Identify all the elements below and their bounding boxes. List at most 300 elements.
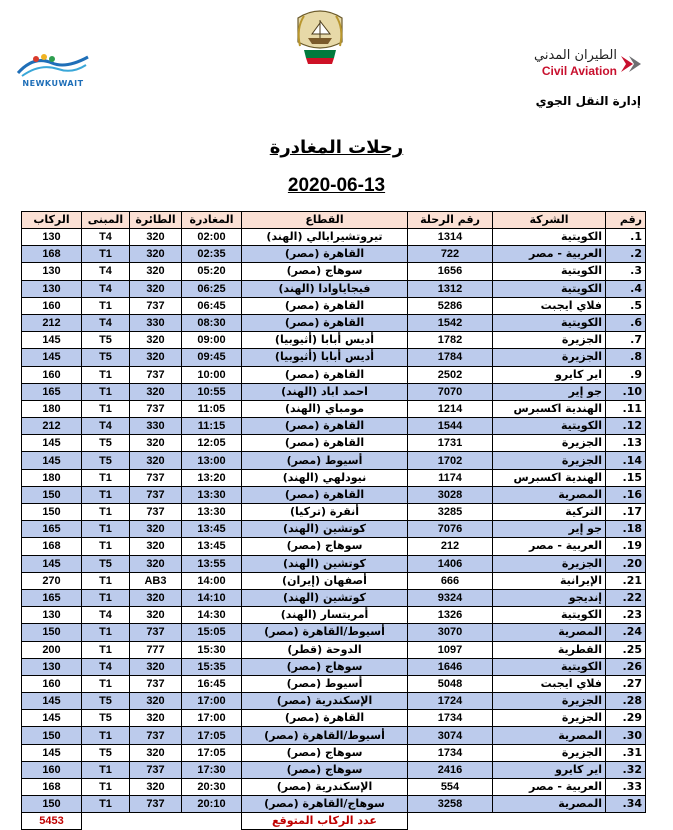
departure-time-cell: 15:30 bbox=[182, 641, 242, 658]
passengers-cell: 150 bbox=[22, 796, 82, 813]
terminal-cell: T1 bbox=[82, 796, 130, 813]
route-cell: كوتشين (الهند) bbox=[242, 555, 408, 572]
terminal-cell: T1 bbox=[82, 779, 130, 796]
passengers-cell: 145 bbox=[22, 349, 82, 366]
flight-number-cell: 1314 bbox=[408, 229, 493, 246]
aircraft-cell: 320 bbox=[130, 229, 182, 246]
flight-num-cell: 4. bbox=[606, 280, 646, 297]
terminal-cell: T1 bbox=[82, 297, 130, 314]
departure-time-cell: 13:00 bbox=[182, 452, 242, 469]
carrier-cell: التركية bbox=[493, 504, 606, 521]
passengers-cell: 145 bbox=[22, 435, 82, 452]
carrier-cell: الكويتية bbox=[493, 658, 606, 675]
terminal-cell: T5 bbox=[82, 555, 130, 572]
passengers-cell: 180 bbox=[22, 400, 82, 417]
aircraft-cell: 737 bbox=[130, 400, 182, 417]
route-cell: أسيوط/القاهرة (مصر) bbox=[242, 624, 408, 641]
route-cell: أنقرة (تركيا) bbox=[242, 504, 408, 521]
civil-aviation-logo bbox=[533, 48, 643, 88]
total-passengers-value: 5453 bbox=[22, 813, 82, 830]
terminal-cell: T4 bbox=[82, 418, 130, 435]
terminal-cell: T1 bbox=[82, 246, 130, 263]
table-row bbox=[22, 435, 646, 452]
terminal-cell: T5 bbox=[82, 349, 130, 366]
table-row bbox=[22, 366, 646, 383]
aircraft-cell: 737 bbox=[130, 366, 182, 383]
aircraft-cell: 320 bbox=[130, 521, 182, 538]
passengers-cell: 145 bbox=[22, 332, 82, 349]
flight-number-cell: 9324 bbox=[408, 589, 493, 606]
departure-time-cell: 13:20 bbox=[182, 469, 242, 486]
table-row bbox=[22, 555, 646, 572]
aircraft-cell: 320 bbox=[130, 607, 182, 624]
departures-table-body bbox=[22, 229, 646, 830]
route-cell: الإسكندرية (مصر) bbox=[242, 779, 408, 796]
terminal-cell: T4 bbox=[82, 314, 130, 331]
route-cell: القاهرة (مصر) bbox=[242, 314, 408, 331]
aircraft-cell: 737 bbox=[130, 297, 182, 314]
table-row bbox=[22, 263, 646, 280]
terminal-cell: T1 bbox=[82, 521, 130, 538]
route-cell: سوهاج (مصر) bbox=[242, 658, 408, 675]
departure-time-cell: 13:45 bbox=[182, 538, 242, 555]
terminal-cell: T4 bbox=[82, 658, 130, 675]
terminal-cell: T5 bbox=[82, 452, 130, 469]
table-row bbox=[22, 693, 646, 710]
aircraft-cell: 320 bbox=[130, 538, 182, 555]
flight-num-cell: 34. bbox=[606, 796, 646, 813]
kuwait-emblem-icon bbox=[290, 8, 350, 70]
aircraft-cell: AB3 bbox=[130, 572, 182, 589]
civil-aviation-arrow-icon bbox=[619, 52, 643, 76]
carrier-cell: المصرية bbox=[493, 796, 606, 813]
table-row bbox=[22, 314, 646, 331]
passengers-cell: 145 bbox=[22, 744, 82, 761]
flight-number-cell: 3028 bbox=[408, 486, 493, 503]
table-row bbox=[22, 332, 646, 349]
passengers-cell: 145 bbox=[22, 710, 82, 727]
departure-time-cell: 13:30 bbox=[182, 504, 242, 521]
flight-num-cell: 16. bbox=[606, 486, 646, 503]
table-row bbox=[22, 624, 646, 641]
table-row bbox=[22, 538, 646, 555]
terminal-cell: T1 bbox=[82, 572, 130, 589]
aircraft-cell: 737 bbox=[130, 727, 182, 744]
aircraft-cell: 320 bbox=[130, 349, 182, 366]
flight-number-cell: 1174 bbox=[408, 469, 493, 486]
terminal-cell: T1 bbox=[82, 641, 130, 658]
flight-num-cell: 20. bbox=[606, 555, 646, 572]
flight-number-cell: 2416 bbox=[408, 761, 493, 778]
route-cell: سوهاج (مصر) bbox=[242, 263, 408, 280]
carrier-cell: المصرية bbox=[493, 727, 606, 744]
carrier-cell: جو إير bbox=[493, 521, 606, 538]
departure-time-cell: 17:05 bbox=[182, 744, 242, 761]
departure-time-cell: 12:05 bbox=[182, 435, 242, 452]
carrier-cell: الهندية اكسبرس bbox=[493, 400, 606, 417]
departure-time-cell: 11:15 bbox=[182, 418, 242, 435]
departure-time-cell: 11:05 bbox=[182, 400, 242, 417]
flight-num-cell: 17. bbox=[606, 504, 646, 521]
flight-num-cell: 22. bbox=[606, 589, 646, 606]
total-row bbox=[22, 813, 646, 830]
departure-time-cell: 05:20 bbox=[182, 263, 242, 280]
table-row bbox=[22, 280, 646, 297]
total-passengers-label: عدد الركاب المتوقع bbox=[242, 813, 408, 830]
carrier-cell: الهندية اكسبرس bbox=[493, 469, 606, 486]
route-cell: القاهرة (مصر) bbox=[242, 246, 408, 263]
passengers-cell: 180 bbox=[22, 469, 82, 486]
terminal-cell: T1 bbox=[82, 675, 130, 692]
passengers-cell: 212 bbox=[22, 314, 82, 331]
passengers-cell: 130 bbox=[22, 607, 82, 624]
table-row bbox=[22, 658, 646, 675]
department-name: إدارة النقل الجوي bbox=[535, 94, 641, 108]
aircraft-cell: 737 bbox=[130, 469, 182, 486]
aircraft-cell: 737 bbox=[130, 624, 182, 641]
table-row bbox=[22, 246, 646, 263]
page-title: رحلات المغادرة bbox=[269, 137, 404, 158]
departure-time-cell: 13:30 bbox=[182, 486, 242, 503]
route-cell: فيجاياوادا (الهند) bbox=[242, 280, 408, 297]
aircraft-cell: 737 bbox=[130, 761, 182, 778]
carrier-cell: الكويتية bbox=[493, 314, 606, 331]
passengers-cell: 212 bbox=[22, 418, 82, 435]
table-row bbox=[22, 521, 646, 538]
flight-number-cell: 2502 bbox=[408, 366, 493, 383]
flight-number-cell: 3074 bbox=[408, 727, 493, 744]
table-header-row bbox=[22, 212, 646, 229]
carrier-cell: المصرية bbox=[493, 624, 606, 641]
flight-number-cell: 7076 bbox=[408, 521, 493, 538]
table-row bbox=[22, 641, 646, 658]
passengers-cell: 160 bbox=[22, 366, 82, 383]
flight-num-cell: 6. bbox=[606, 314, 646, 331]
header-flight: رقم الرحلة bbox=[408, 212, 493, 229]
aircraft-cell: 737 bbox=[130, 504, 182, 521]
departure-time-cell: 15:05 bbox=[182, 624, 242, 641]
header-terminal: المبنى bbox=[82, 212, 130, 229]
civil-aviation-english: Civil Aviation bbox=[541, 64, 617, 78]
aircraft-cell: 737 bbox=[130, 675, 182, 692]
route-cell: سوهاج/القاهرة (مصر) bbox=[242, 796, 408, 813]
passengers-cell: 130 bbox=[22, 658, 82, 675]
passengers-cell: 150 bbox=[22, 504, 82, 521]
flight-num-cell: 23. bbox=[606, 607, 646, 624]
route-cell: القاهرة (مصر) bbox=[242, 435, 408, 452]
carrier-cell: الجزيرة bbox=[493, 555, 606, 572]
flight-num-cell: 24. bbox=[606, 624, 646, 641]
route-cell: أسيوط/القاهرة (مصر) bbox=[242, 727, 408, 744]
passengers-cell: 270 bbox=[22, 572, 82, 589]
flight-num-cell: 3. bbox=[606, 263, 646, 280]
departure-time-cell: 20:30 bbox=[182, 779, 242, 796]
flight-number-cell: 1656 bbox=[408, 263, 493, 280]
table-row bbox=[22, 761, 646, 778]
flight-number-cell: 1214 bbox=[408, 400, 493, 417]
carrier-cell: الإيرانية bbox=[493, 572, 606, 589]
departure-time-cell: 15:35 bbox=[182, 658, 242, 675]
route-cell: الدوحة (قطر) bbox=[242, 641, 408, 658]
flight-num-cell: 29. bbox=[606, 710, 646, 727]
route-cell: مومباي (الهند) bbox=[242, 400, 408, 417]
table-row bbox=[22, 504, 646, 521]
flight-num-cell: 8. bbox=[606, 349, 646, 366]
terminal-cell: T5 bbox=[82, 435, 130, 452]
departure-time-cell: 13:45 bbox=[182, 521, 242, 538]
route-cell: أصفهان (إيران) bbox=[242, 572, 408, 589]
departure-time-cell: 14:00 bbox=[182, 572, 242, 589]
header-aircraft: الطائرة bbox=[130, 212, 182, 229]
carrier-cell: الكويتية bbox=[493, 229, 606, 246]
passengers-cell: 168 bbox=[22, 246, 82, 263]
table-row bbox=[22, 383, 646, 400]
flight-num-cell: 14. bbox=[606, 452, 646, 469]
passengers-cell: 145 bbox=[22, 693, 82, 710]
flight-number-cell: 5048 bbox=[408, 675, 493, 692]
new-kuwait-logo bbox=[14, 45, 92, 95]
passengers-cell: 150 bbox=[22, 727, 82, 744]
terminal-cell: T1 bbox=[82, 538, 130, 555]
header-route: القطاع bbox=[242, 212, 408, 229]
route-cell: القاهرة (مصر) bbox=[242, 710, 408, 727]
table-row bbox=[22, 229, 646, 246]
carrier-cell: المصرية bbox=[493, 486, 606, 503]
table-row bbox=[22, 486, 646, 503]
flight-num-cell: 31. bbox=[606, 744, 646, 761]
passengers-cell: 160 bbox=[22, 675, 82, 692]
departure-time-cell: 06:25 bbox=[182, 280, 242, 297]
terminal-cell: T1 bbox=[82, 589, 130, 606]
flight-num-cell: 12. bbox=[606, 418, 646, 435]
flight-number-cell: 722 bbox=[408, 246, 493, 263]
flight-num-cell: 19. bbox=[606, 538, 646, 555]
carrier-cell: الجزيرة bbox=[493, 332, 606, 349]
flight-num-cell: 32. bbox=[606, 761, 646, 778]
terminal-cell: T4 bbox=[82, 280, 130, 297]
aircraft-cell: 777 bbox=[130, 641, 182, 658]
aircraft-cell: 320 bbox=[130, 263, 182, 280]
terminal-cell: T5 bbox=[82, 710, 130, 727]
schedule-date: 2020-06-13 bbox=[287, 175, 386, 196]
table-row bbox=[22, 675, 646, 692]
new-kuwait-brand-text: NEWKUWAIT bbox=[22, 79, 84, 88]
passengers-cell: 168 bbox=[22, 779, 82, 796]
flight-num-cell: 10. bbox=[606, 383, 646, 400]
carrier-cell: اير كايرو bbox=[493, 366, 606, 383]
aircraft-cell: 320 bbox=[130, 246, 182, 263]
departure-time-cell: 17:05 bbox=[182, 727, 242, 744]
passengers-cell: 168 bbox=[22, 538, 82, 555]
terminal-cell: T1 bbox=[82, 504, 130, 521]
flight-num-cell: 7. bbox=[606, 332, 646, 349]
terminal-cell: T1 bbox=[82, 486, 130, 503]
total-row-spacer bbox=[82, 813, 242, 830]
aircraft-cell: 320 bbox=[130, 710, 182, 727]
route-cell: أديس أبابا (أثيوبيا) bbox=[242, 349, 408, 366]
header-time: المغادرة bbox=[182, 212, 242, 229]
passengers-cell: 150 bbox=[22, 624, 82, 641]
departure-time-cell: 06:45 bbox=[182, 297, 242, 314]
route-cell: سوهاج (مصر) bbox=[242, 538, 408, 555]
carrier-cell: الكويتية bbox=[493, 607, 606, 624]
aircraft-cell: 320 bbox=[130, 744, 182, 761]
flight-num-cell: 13. bbox=[606, 435, 646, 452]
carrier-cell: الجزيرة bbox=[493, 349, 606, 366]
carrier-cell: فلاي ايجبت bbox=[493, 675, 606, 692]
passengers-cell: 165 bbox=[22, 589, 82, 606]
flight-number-cell: 1312 bbox=[408, 280, 493, 297]
carrier-cell: الجزيرة bbox=[493, 693, 606, 710]
flight-num-cell: 15. bbox=[606, 469, 646, 486]
terminal-cell: T1 bbox=[82, 366, 130, 383]
flight-num-cell: 33. bbox=[606, 779, 646, 796]
departure-time-cell: 09:45 bbox=[182, 349, 242, 366]
flight-num-cell: 5. bbox=[606, 297, 646, 314]
departure-time-cell: 08:30 bbox=[182, 314, 242, 331]
carrier-cell: العربية - مصر bbox=[493, 246, 606, 263]
flight-number-cell: 1646 bbox=[408, 658, 493, 675]
flight-number-cell: 3285 bbox=[408, 504, 493, 521]
flight-number-cell: 1731 bbox=[408, 435, 493, 452]
departure-time-cell: 02:00 bbox=[182, 229, 242, 246]
aircraft-cell: 320 bbox=[130, 693, 182, 710]
flight-num-cell: 18. bbox=[606, 521, 646, 538]
carrier-cell: إنديجو bbox=[493, 589, 606, 606]
table-row bbox=[22, 297, 646, 314]
departures-table bbox=[21, 211, 646, 830]
flight-number-cell: 3070 bbox=[408, 624, 493, 641]
passengers-cell: 200 bbox=[22, 641, 82, 658]
flight-number-cell: 1782 bbox=[408, 332, 493, 349]
route-cell: الإسكندرية (مصر) bbox=[242, 693, 408, 710]
terminal-cell: T1 bbox=[82, 469, 130, 486]
departure-time-cell: 13:55 bbox=[182, 555, 242, 572]
header-num: رقم bbox=[606, 212, 646, 229]
aircraft-cell: 320 bbox=[130, 555, 182, 572]
flight-num-cell: 28. bbox=[606, 693, 646, 710]
departure-time-cell: 10:55 bbox=[182, 383, 242, 400]
flight-num-cell: 9. bbox=[606, 366, 646, 383]
route-cell: تيروتشيرابالي (الهند) bbox=[242, 229, 408, 246]
departure-time-cell: 17:00 bbox=[182, 693, 242, 710]
carrier-cell: اير كايرو bbox=[493, 761, 606, 778]
flight-number-cell: 7070 bbox=[408, 383, 493, 400]
carrier-cell: جو إير bbox=[493, 383, 606, 400]
passengers-cell: 160 bbox=[22, 297, 82, 314]
passengers-cell: 130 bbox=[22, 229, 82, 246]
aircraft-cell: 320 bbox=[130, 332, 182, 349]
departure-time-cell: 17:00 bbox=[182, 710, 242, 727]
aircraft-cell: 737 bbox=[130, 796, 182, 813]
departure-time-cell: 14:30 bbox=[182, 607, 242, 624]
flight-num-cell: 1. bbox=[606, 229, 646, 246]
header-carrier: الشركة bbox=[493, 212, 606, 229]
flight-number-cell: 1734 bbox=[408, 744, 493, 761]
new-kuwait-wave-icon bbox=[14, 49, 92, 79]
flight-number-cell: 1784 bbox=[408, 349, 493, 366]
flight-number-cell: 1097 bbox=[408, 641, 493, 658]
route-cell: سوهاج (مصر) bbox=[242, 744, 408, 761]
departure-time-cell: 17:30 bbox=[182, 761, 242, 778]
route-cell: كوتشين (الهند) bbox=[242, 589, 408, 606]
carrier-cell: فلاي ايجبت bbox=[493, 297, 606, 314]
route-cell: احمد اباد (الهند) bbox=[242, 383, 408, 400]
table-row bbox=[22, 418, 646, 435]
aircraft-cell: 320 bbox=[130, 779, 182, 796]
passengers-cell: 145 bbox=[22, 555, 82, 572]
table-row bbox=[22, 452, 646, 469]
passengers-cell: 165 bbox=[22, 521, 82, 538]
flight-number-cell: 1724 bbox=[408, 693, 493, 710]
aircraft-cell: 320 bbox=[130, 435, 182, 452]
terminal-cell: T1 bbox=[82, 400, 130, 417]
table-row bbox=[22, 589, 646, 606]
passengers-cell: 130 bbox=[22, 263, 82, 280]
aircraft-cell: 330 bbox=[130, 418, 182, 435]
route-cell: كوتشين (الهند) bbox=[242, 521, 408, 538]
flight-number-cell: 1734 bbox=[408, 710, 493, 727]
table-row bbox=[22, 796, 646, 813]
aircraft-cell: 320 bbox=[130, 280, 182, 297]
departure-time-cell: 16:45 bbox=[182, 675, 242, 692]
carrier-cell: الجزيرة bbox=[493, 710, 606, 727]
civil-aviation-arabic: الطيران المدني bbox=[534, 48, 617, 63]
passengers-cell: 165 bbox=[22, 383, 82, 400]
flight-number-cell: 1326 bbox=[408, 607, 493, 624]
flight-number-cell: 212 bbox=[408, 538, 493, 555]
aircraft-cell: 320 bbox=[130, 452, 182, 469]
aircraft-cell: 737 bbox=[130, 486, 182, 503]
passengers-cell: 145 bbox=[22, 452, 82, 469]
departure-time-cell: 02:35 bbox=[182, 246, 242, 263]
total-row-spacer bbox=[408, 813, 646, 830]
carrier-cell: الكويتية bbox=[493, 418, 606, 435]
header-pax: الركاب bbox=[22, 212, 82, 229]
carrier-cell: الكويتية bbox=[493, 263, 606, 280]
flight-number-cell: 554 bbox=[408, 779, 493, 796]
route-cell: أمريتسار (الهند) bbox=[242, 607, 408, 624]
table-row bbox=[22, 779, 646, 796]
aircraft-cell: 320 bbox=[130, 658, 182, 675]
flight-num-cell: 27. bbox=[606, 675, 646, 692]
departure-time-cell: 09:00 bbox=[182, 332, 242, 349]
route-cell: القاهرة (مصر) bbox=[242, 418, 408, 435]
terminal-cell: T4 bbox=[82, 229, 130, 246]
route-cell: القاهرة (مصر) bbox=[242, 486, 408, 503]
table-row bbox=[22, 727, 646, 744]
flight-number-cell: 1406 bbox=[408, 555, 493, 572]
passengers-cell: 160 bbox=[22, 761, 82, 778]
aircraft-cell: 320 bbox=[130, 589, 182, 606]
terminal-cell: T1 bbox=[82, 383, 130, 400]
terminal-cell: T4 bbox=[82, 607, 130, 624]
departure-time-cell: 10:00 bbox=[182, 366, 242, 383]
terminal-cell: T1 bbox=[82, 761, 130, 778]
route-cell: القاهرة (مصر) bbox=[242, 366, 408, 383]
flight-num-cell: 11. bbox=[606, 400, 646, 417]
carrier-cell: القطرية bbox=[493, 641, 606, 658]
route-cell: أسيوط (مصر) bbox=[242, 452, 408, 469]
terminal-cell: T5 bbox=[82, 744, 130, 761]
passengers-cell: 130 bbox=[22, 280, 82, 297]
terminal-cell: T1 bbox=[82, 624, 130, 641]
route-cell: أديس أبابا (أثيوبيا) bbox=[242, 332, 408, 349]
flight-number-cell: 5286 bbox=[408, 297, 493, 314]
terminal-cell: T5 bbox=[82, 693, 130, 710]
terminal-cell: T1 bbox=[82, 727, 130, 744]
route-cell: سوهاج (مصر) bbox=[242, 761, 408, 778]
